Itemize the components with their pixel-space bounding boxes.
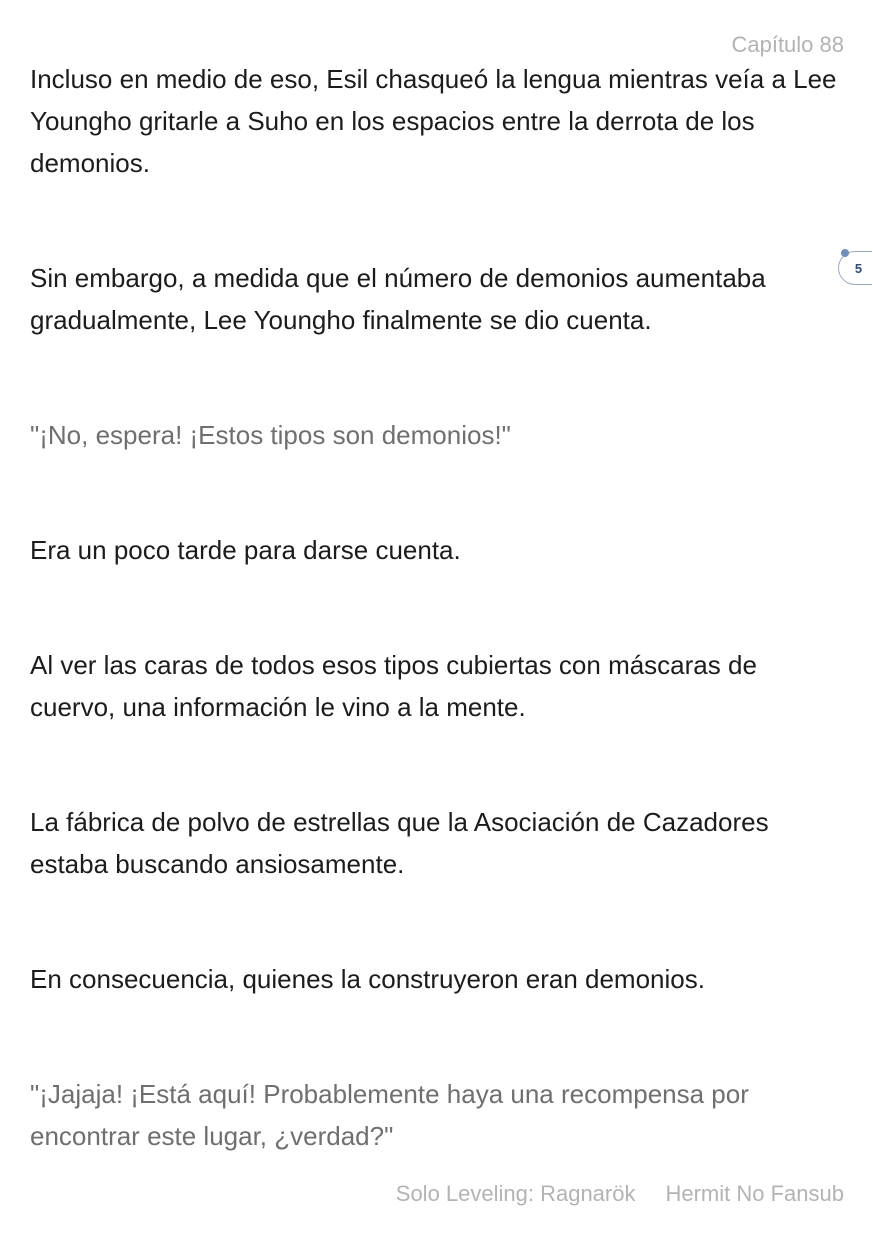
translator-credit: Hermit No Fansub xyxy=(665,1181,844,1206)
paragraph: Al ver las caras de todos esos tipos cubiertas con máscaras de cuervo, una información le vino a la mente. xyxy=(30,650,757,722)
dialogue-paragraph: "¡No, espera! ¡Estos tipos son demonios!" xyxy=(30,420,511,450)
paragraph: Incluso en medio de eso, Esil chasqueó la lengua mientras veía a Lee Youngho gritarle a Suho en los espacios entre la derrota de los demonios. xyxy=(30,64,837,178)
dialogue-paragraph: "¡Jajaja! ¡Está aquí! Probablemente haya una recompensa por encontrar este lugar, ¿verdad?" xyxy=(30,1079,749,1151)
chapter-text xyxy=(30,58,845,1157)
footer xyxy=(396,1181,844,1207)
paragraph: En consecuencia, quienes la construyeron eran demonios. xyxy=(30,964,705,994)
comment-count: 5 xyxy=(854,260,863,276)
paragraph: Sin embargo, a medida que el número de demonios aumentaba gradualmente, Lee Youngho finalmente se dio cuenta. xyxy=(30,263,766,335)
paragraph: Era un poco tarde para darse cuenta. xyxy=(30,535,461,565)
chapter-label: Capítulo 88 xyxy=(731,32,844,57)
paragraph: La fábrica de polvo de estrellas que la Asociación de Cazadores estaba buscando ansiosamente. xyxy=(30,807,769,879)
paragraph-comment-button[interactable] xyxy=(838,251,872,285)
comment-icon xyxy=(841,249,849,257)
book-title: Solo Leveling: Ragnarök xyxy=(395,1181,636,1206)
